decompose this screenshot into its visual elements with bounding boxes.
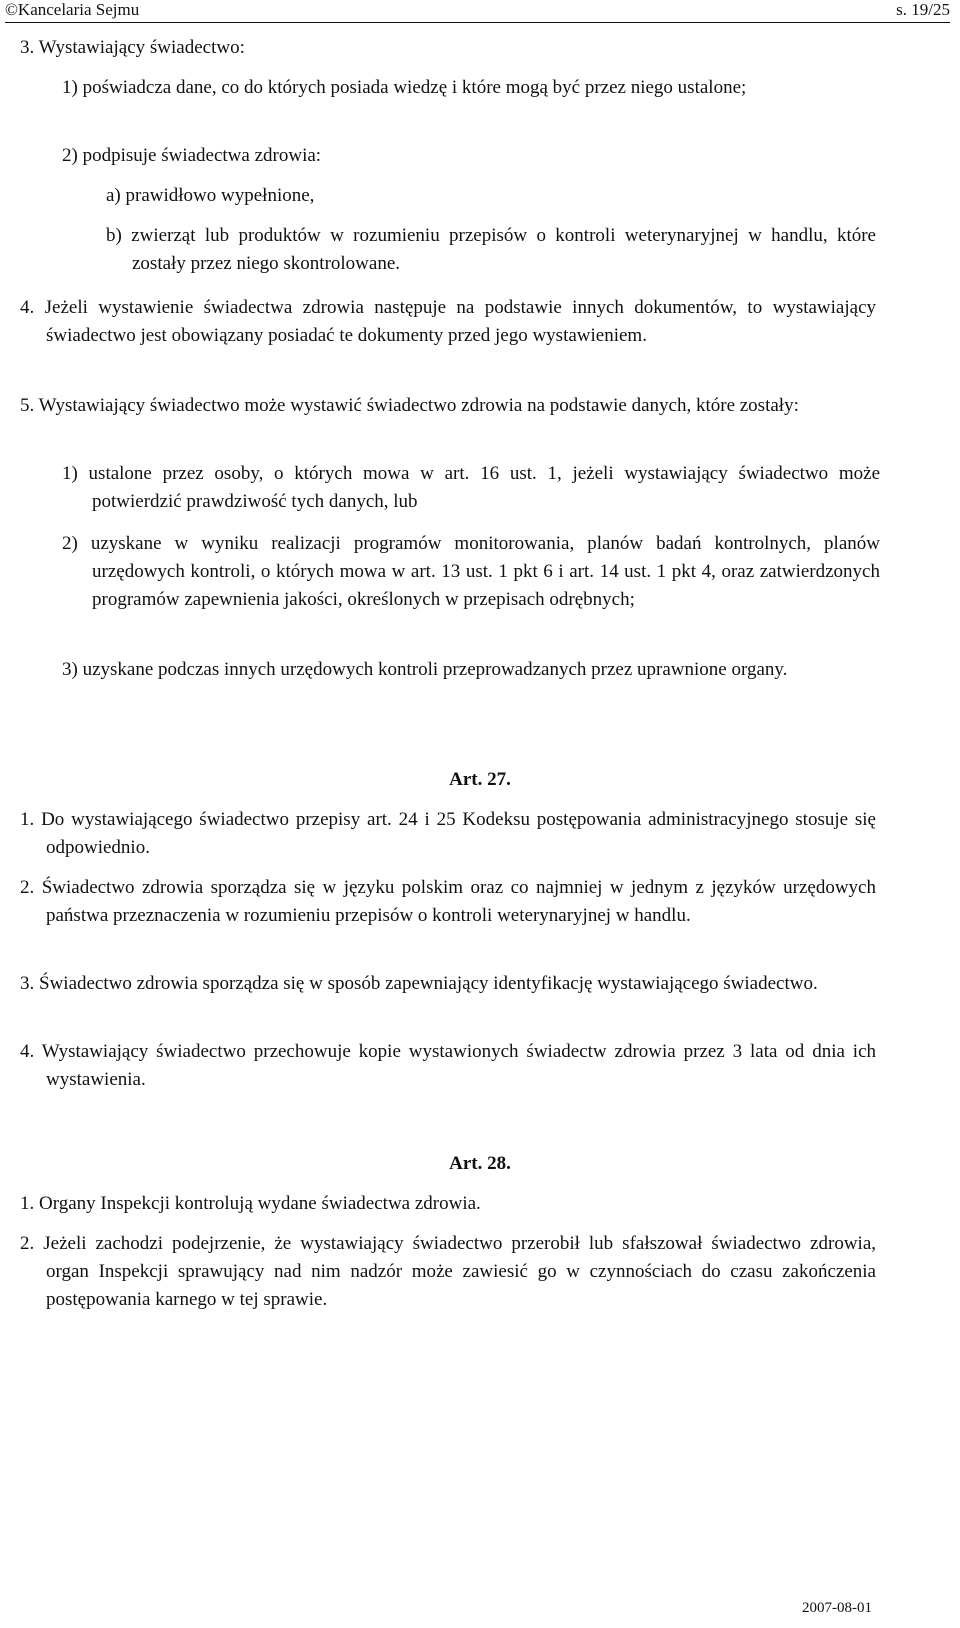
section-5-item-1: 1) ustalone przez osoby, o których mowa w art. 16 ust. 1, jeżeli wystawiający świadectwo może potwierdzić prawdziwość tych danych, lub [62,463,880,512]
header-publisher: ©Kancelaria Sejmu [5,0,140,19]
header-page-number: s. 19/25 [896,0,950,19]
article-28-section-1: 1. Organy Inspekcji kontrolują wydane świadectwa zdrowia. [20,1193,481,1214]
article-27-section-3: 3. Świadectwo zdrowia sporządza się w sposób zapewniający identyfikację wystawiającego świadectwo. [20,973,818,994]
section-5-item-3: 3) uzyskane podczas innych urzędowych kontroli przeprowadzanych przez uprawnione organy. [62,659,788,680]
section-3-item-1: 1) poświadcza dane, co do których posiada wiedzę i które mogą być przez niego ustalone; [62,77,747,98]
article-27-section-4: 4. Wystawiający świadectwo przechowuje kopie wystawionych świadectw zdrowia przez 3 lata od dnia ich wystawienia. [20,1041,876,1090]
section-3-item-2: 2) podpisuje świadectwa zdrowia: [62,145,322,166]
section-3-item-2a: a) prawidłowo wypełnione, [106,185,315,206]
section-3: 3. Wystawiający świadectwo: [20,37,245,58]
section-3-item-2b: b) zwierząt lub produktów w rozumieniu przepisów o kontroli weterynaryjnej w handlu, które zostały przez niego skontrolowane. [106,225,876,274]
article-27-title: Art. 27. [449,769,511,790]
header-rule [5,22,950,23]
footer-date: 2007-08-01 [802,1600,872,1616]
article-28-title: Art. 28. [449,1153,511,1174]
article-27-section-1: 1. Do wystawiającego świadectwo przepisy art. 24 i 25 Kodeksu postępowania administracyjnego stosuje się odpowiednio. [20,809,876,858]
section-5-item-2: 2) uzyskane w wyniku realizacji programów monitorowania, planów badań kontrolnych, planów urzędowych kontroli, o których mowa w art. 13 ust. 1 pkt 6 i art. 14 ust. 1 pkt 4, oraz zatwierdzonych programów zapewnienia jakości, określonych w przepisach odrębnych; [62,533,880,610]
section-5: 5. Wystawiający świadectwo może wystawić świadectwo zdrowia na podstawie danych, które zostały: [20,395,799,416]
section-4: 4. Jeżeli wystawienie świadectwa zdrowia następuje na podstawie innych dokumentów, to wystawiający świadectwo jest obowiązany posiadać te dokumenty przed jego wystawieniem. [20,297,876,346]
article-27-section-2: 2. Świadectwo zdrowia sporządza się w języku polskim oraz co najmniej w jednym z języków urzędowych państwa przeznaczenia w rozumieniu przepisów o kontroli weterynaryjnej w handlu. [20,877,876,926]
article-28-section-2: 2. Jeżeli zachodzi podejrzenie, że wystawiający świadectwo przerobił lub sfałszował świadectwo zdrowia, organ Inspekcji sprawujący nad nim nadzór może zawiesić go w czynnościach do czasu zakończenia postępowania karnego w tej sprawie. [20,1233,876,1310]
page-header [0,0,960,24]
